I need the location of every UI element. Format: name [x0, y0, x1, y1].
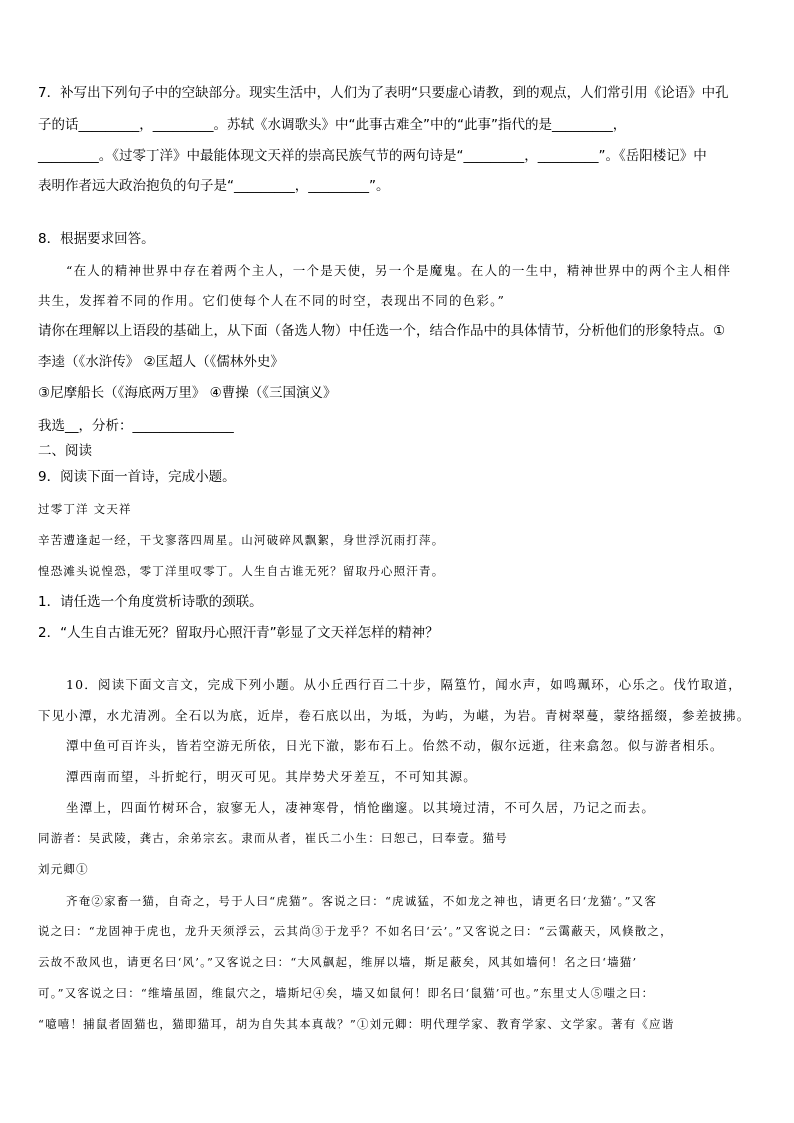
q9-subquestion-2: 2．“人生自古谁无死？留取丹心照汗青”彰显了文天祥怎样的精神？: [38, 625, 439, 641]
q10-line-2: 下见小潭，水尤清冽。全石以为底，近岸，卷石底以出，为坻，为屿，为嵁，为岩。青树翠蔓，蒙络摇缀，参差披拂。: [38, 708, 751, 723]
q9-poem-line-1: 辛苦遭逢起一经，干戈寥落四周星。山河破碎风飘絮，身世浮沉雨打萍。: [38, 533, 445, 547]
q10-line-1: 10．阅读下面文言文，完成下列小题。从小丘西行百二十步，隔篁竹，闻水声，如鸣珮环，心乐之。伐竹取道，: [66, 677, 742, 692]
q10-line-11: 可。”又客说之曰：“维墙虽固，维鼠穴之，墙斯圮④矣，墙又如鼠何！即名曰‘鼠猫’可也。”东里丈人⑤嗤之曰：: [38, 986, 655, 1000]
q10-line-5: 坐潭上，四面竹树环合，寂寥无人，凄神寒骨，悄怆幽邃。以其境过清，不可久居，乃记之而去。: [66, 800, 656, 815]
section-heading-reading: 二、阅读: [38, 443, 92, 459]
q10-line-4: 潭西南而望，斗折蛇行，明灭可见。其岸势犬牙差互，不可知其源。: [66, 769, 478, 784]
q7-line-1: 7．补写出下列句子中的空缺部分。现实生活中，人们为了表明“只要虚心请教，到的观点，人们常引用《论语》中孔: [38, 85, 729, 101]
q10-line-7: 刘元卿①: [38, 862, 89, 876]
q8-quote-line-2: 共生，发挥着不同的作用。它们使每个人在不同的时空，表现出不同的色彩。”: [38, 293, 506, 308]
q9-poem-line-2: 惶恐滩头说惶恐，零丁洋里叹零丁。人生自古谁无死？留取丹心照汗青。: [38, 564, 445, 578]
q10-line-10: 云故不敌风也，请更名曰‘风’。”又客说之曰：“大风飙起，维屏以墙，斯足蔽矣，风其如墙何！名之曰‘墙猫’: [38, 955, 638, 969]
q9-title: 9．阅读下面一首诗，完成小题。: [38, 469, 236, 485]
q10-line-6: 同游者：吴武陵，龚古，余弟宗玄。隶而从者，崔氏二小生：曰恕己，曰奉壹。猫号: [38, 831, 508, 845]
q7-line-3: _________。《过零丁洋》中最能体现文天祥的崇高民族气节的两句诗是“_________，_________”。《岳阳楼记》中: [38, 148, 707, 164]
q10-line-9: 说之曰：“龙固神于虎也，龙升天须浮云，云其尚③于龙乎？不如名曰‘云’。”又客说之曰：“云霭蔽天，风倏散之，: [38, 924, 673, 938]
q7-line-2: 子的话_________，_________。苏轼《水调歌头》中“此事古难全”中的“此事”指代的是_________，: [38, 117, 627, 133]
q8-prompt-line-1: 请你在理解以上语段的基础上，从下面（备选人物）中任选一个，结合作品中的具体情节，分析他们的形象特点。①: [38, 323, 726, 339]
q10-line-3: 潭中鱼可百许头，皆若空游无所依，日光下澈，影布石上。佁然不动，俶尔远逝，往来翕忽。似与游者相乐。: [66, 738, 724, 753]
q9-subquestion-1: 1．请任选一个角度赏析诗歌的颈联。: [38, 594, 263, 610]
q8-prompt-line-3: ③尼摩船长（《海底两万里》 ④曹操（《三国演义》: [38, 385, 337, 401]
q10-line-12: “噫嘻！捕鼠者固猫也，猫即猫耳，胡为自失其本真哉？”①刘元卿：明代理学家、教育学家、文学家。著有《应谐: [38, 1017, 675, 1031]
q7-line-4: 表明作者远大政治抱负的句子是“_________，_________”。: [38, 178, 390, 194]
q8-answer-line: 我选__，分析：_______________: [38, 418, 234, 434]
q10-line-8: 齐奄②家畜一猫，自奇之，号于人曰“虎猫”。客说之曰：“虎诚猛，不如龙之神也，请更名曰‘龙猫’。”又客: [66, 894, 658, 908]
q8-prompt-line-2: 李逵（《水浒传》 ②匡超人（《儒林外史》: [38, 354, 284, 370]
q8-quote-line-1: “在人的精神世界中存在着两个主人，一个是天使，另一个是魔鬼。在人的一生中，精神世界中的两个主人相伴: [66, 263, 732, 278]
q9-poem-title: 过零丁洋 文天祥: [38, 502, 132, 516]
q8-title: 8．根据要求回答。: [38, 231, 155, 247]
